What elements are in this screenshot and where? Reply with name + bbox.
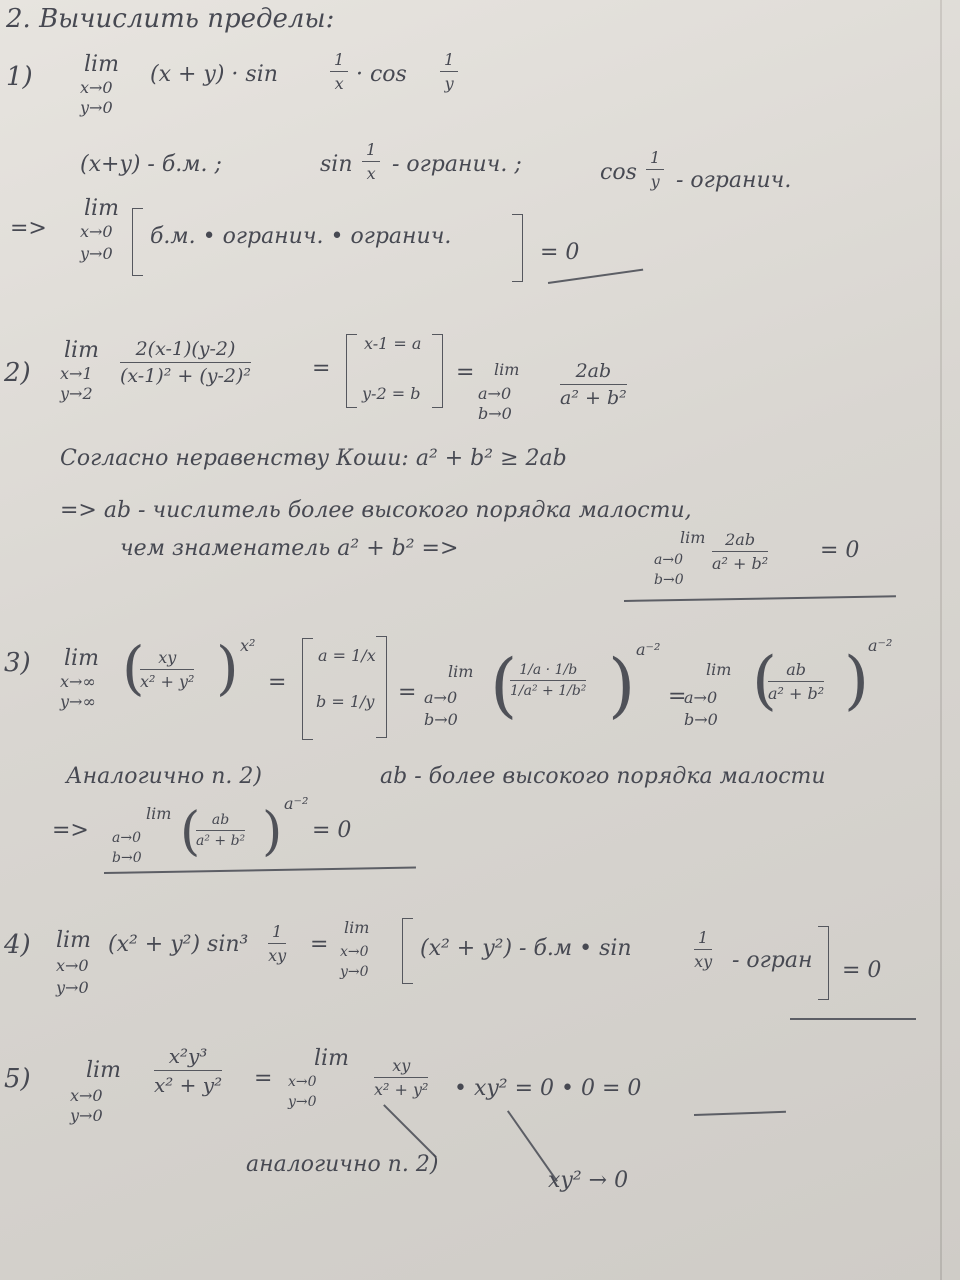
p1-frac-1-over-y: $\frac{1}{y}$ — [440, 50, 458, 93]
p1-note-bounded-1: - огранич. ; — [392, 152, 522, 177]
p5-cond-x-2: x→0 — [288, 1074, 317, 1090]
p2-subst-bracket-left — [346, 334, 357, 408]
p2-cond-y: y→2 — [60, 384, 93, 403]
p2-lim: lim — [64, 338, 99, 363]
p5-lim: lim — [86, 1058, 121, 1083]
p3-power-3: a⁻² — [868, 636, 893, 655]
p3-subst-bracket-left — [302, 638, 313, 740]
p3-subst-b: b = 1/y — [316, 692, 375, 711]
p4-fraction: $\frac{1}{xy}$ — [268, 922, 287, 965]
p3-equals-2: = — [398, 680, 417, 705]
p5-xy2-note: xy² → 0 — [548, 1168, 629, 1193]
p1-cond-x-2: x→0 — [80, 222, 113, 241]
p5-underline — [694, 1111, 786, 1116]
p3-power-2: a⁻² — [636, 640, 661, 659]
p5-analog-note: аналогично п. 2) — [246, 1152, 439, 1177]
p3-cond-x: x→∞ — [60, 672, 96, 691]
p3-paren-left-2: ( — [490, 644, 518, 726]
p2-result: = 0 — [820, 538, 860, 563]
p4-expr: (x² + y²) sin³ — [108, 932, 249, 957]
p2-equals: = — [312, 356, 331, 381]
p1-note-cos: cos — [600, 160, 637, 185]
p1-bracket-right — [512, 214, 523, 282]
p3-order-note: ab - более высокого порядка малости — [380, 764, 826, 789]
p5-cond-x: x→0 — [70, 1086, 103, 1105]
p1-note-sin: sin — [320, 152, 353, 177]
p4-bracket-fraction: $\frac{1}{xy}$ — [694, 928, 713, 971]
p2-cond-a-2: a→0 — [654, 552, 683, 568]
p1-note-sin-frac: $\frac{1}{x}$ — [362, 140, 380, 183]
p3-cond-y: y→∞ — [60, 692, 96, 711]
p2-cond-x: x→1 — [60, 364, 93, 383]
p2-order-line: => ab - числитель более высокого порядка малости, — [60, 498, 692, 523]
page-fold — [940, 0, 942, 1280]
problem-2-number: 2) — [4, 358, 31, 388]
p4-underline — [790, 1018, 916, 1020]
p1-lim-2: lim — [84, 196, 119, 221]
p2-subst-b: y-2 = b — [362, 384, 421, 403]
p1-note-bounded-2: - огранич. — [676, 168, 792, 193]
p4-equals: = — [310, 932, 329, 957]
p5-fraction-2: $\frac{xy}{\text{x² + y²}}$ — [374, 1056, 429, 1099]
p4-bracket-content: (x² + y²) - б.м • sin — [420, 936, 632, 961]
p3-paren-right-4: ) — [262, 802, 283, 862]
p2-cauchy-line: Согласно неравенству Коши: a² + b² ≥ 2ab — [60, 446, 567, 471]
p4-cond-x-2: x→0 — [340, 944, 369, 960]
p2-underline — [624, 595, 896, 601]
p1-cond-x: x→0 — [80, 78, 113, 97]
p1-expr-cos: · cos — [356, 62, 407, 87]
p3-paren-left-4: ( — [180, 802, 201, 862]
p1-lim: lim — [84, 52, 119, 77]
p3-fraction: $\frac{xy}{\text{x² + y²}}$ — [140, 648, 195, 691]
p4-lim-2: lim — [344, 918, 370, 937]
p4-bracket-right — [818, 926, 829, 1000]
p3-inner-fraction: $\frac{1/a \cdot 1/b}{\text{1/a² + 1/b²}}$ — [510, 662, 587, 699]
p4-result: = 0 — [842, 958, 882, 983]
p3-fraction-4: $\frac{ab}{\text{a² + b²}}$ — [196, 812, 246, 849]
problem-3-number: 3) — [4, 648, 31, 678]
p2-cond-b: b→0 — [478, 404, 512, 423]
p3-power: x² — [240, 636, 256, 655]
p3-lim-3: lim — [706, 660, 732, 679]
p3-cond-a-2: a→0 — [684, 688, 718, 707]
p3-power-4: a⁻² — [284, 794, 309, 813]
p2-fraction: $\frac{2(x-1)(y-2)}{\text{(x-1)² + (y-2)²}}$ — [120, 338, 252, 387]
problem-4-number: 4) — [4, 930, 31, 960]
p5-lim-2: lim — [314, 1046, 349, 1071]
p3-fraction-3: $\frac{ab}{\text{a² + b²}}$ — [768, 660, 825, 703]
p4-bracket-tail: - огран — [732, 948, 813, 973]
p2-cond-a: a→0 — [478, 384, 512, 403]
p4-cond-x: x→0 — [56, 956, 89, 975]
p2-subst-bracket-right — [432, 334, 443, 408]
p2-subst-a: x-1 = a — [364, 334, 422, 353]
p2-equals-2: = — [456, 360, 475, 385]
p3-paren-left: ( — [122, 634, 145, 702]
p1-result: = 0 — [540, 240, 580, 265]
p3-underline — [104, 867, 416, 874]
p3-paren-right-3: ) — [844, 644, 869, 718]
p3-subst-bracket-right — [376, 636, 387, 738]
p2-denominator-line: чем знаменатель a² + b² => — [120, 536, 459, 561]
p4-cond-y-2: y→0 — [340, 964, 369, 980]
p3-analog-note: Аналогично п. 2) — [66, 764, 262, 789]
p2-lim-3: lim — [680, 528, 706, 547]
p1-note-bm: (x+y) - б.м. ; — [80, 152, 222, 177]
p1-note-cos-frac: $\frac{1}{y}$ — [646, 148, 664, 191]
p3-cond-b-2: b→0 — [684, 710, 718, 729]
p4-cond-y: y→0 — [56, 978, 89, 997]
p3-cond-a-3: a→0 — [112, 830, 141, 846]
p3-cond-b: b→0 — [424, 710, 458, 729]
p3-paren-right-2: ) — [608, 644, 636, 726]
p3-equals: = — [268, 670, 287, 695]
p1-frac-1-over-x: $\frac{1}{x}$ — [330, 50, 348, 93]
p3-arrow: => — [52, 818, 89, 843]
problem-5-number: 5) — [4, 1064, 31, 1094]
p3-lim-4: lim — [146, 804, 172, 823]
p5-equals: = — [254, 1066, 273, 1091]
p5-tail: • xy² = 0 • 0 = 0 — [454, 1076, 642, 1101]
p3-lim: lim — [64, 646, 99, 671]
p5-cond-y: y→0 — [70, 1106, 103, 1125]
p3-lim-2: lim — [448, 662, 474, 681]
p3-subst-a: a = 1/x — [318, 646, 376, 665]
p3-cond-a: a→0 — [424, 688, 458, 707]
p1-cond-y-2: y→0 — [80, 244, 113, 263]
p3-paren-left-3: ( — [752, 644, 777, 718]
p5-cond-y-2: y→0 — [288, 1094, 317, 1110]
p1-bracket-left — [132, 208, 143, 276]
p5-fraction: $\frac{\text{x²y³}}{\text{x² + y²}}$ — [154, 1044, 223, 1097]
p2-fraction-3: $\frac{2ab}{\text{a² + b²}}$ — [712, 530, 769, 573]
p3-paren-right: ) — [216, 634, 239, 702]
p2-fraction-2: $\frac{2ab}{\text{a² + b²}}$ — [560, 360, 627, 409]
p2-cond-b-2: b→0 — [654, 572, 684, 588]
p1-arrow: => — [10, 216, 47, 241]
p3-equals-3: = — [668, 684, 687, 709]
p4-bracket-left — [402, 918, 413, 984]
page-title: 2. Вычислить пределы: — [6, 4, 335, 34]
p1-underline — [548, 269, 643, 284]
p3-result: = 0 — [312, 818, 352, 843]
p2-lim-2: lim — [494, 360, 520, 379]
p5-pointer-line-1 — [383, 1104, 436, 1157]
p1-bracket-content: б.м. • огранич. • огранич. — [150, 224, 452, 249]
p3-cond-b-3: b→0 — [112, 850, 142, 866]
p1-expr-main: (x + y) · sin — [150, 62, 278, 87]
p4-lim: lim — [56, 928, 91, 953]
problem-1-number: 1) — [6, 62, 33, 92]
p1-cond-y: y→0 — [80, 98, 113, 117]
